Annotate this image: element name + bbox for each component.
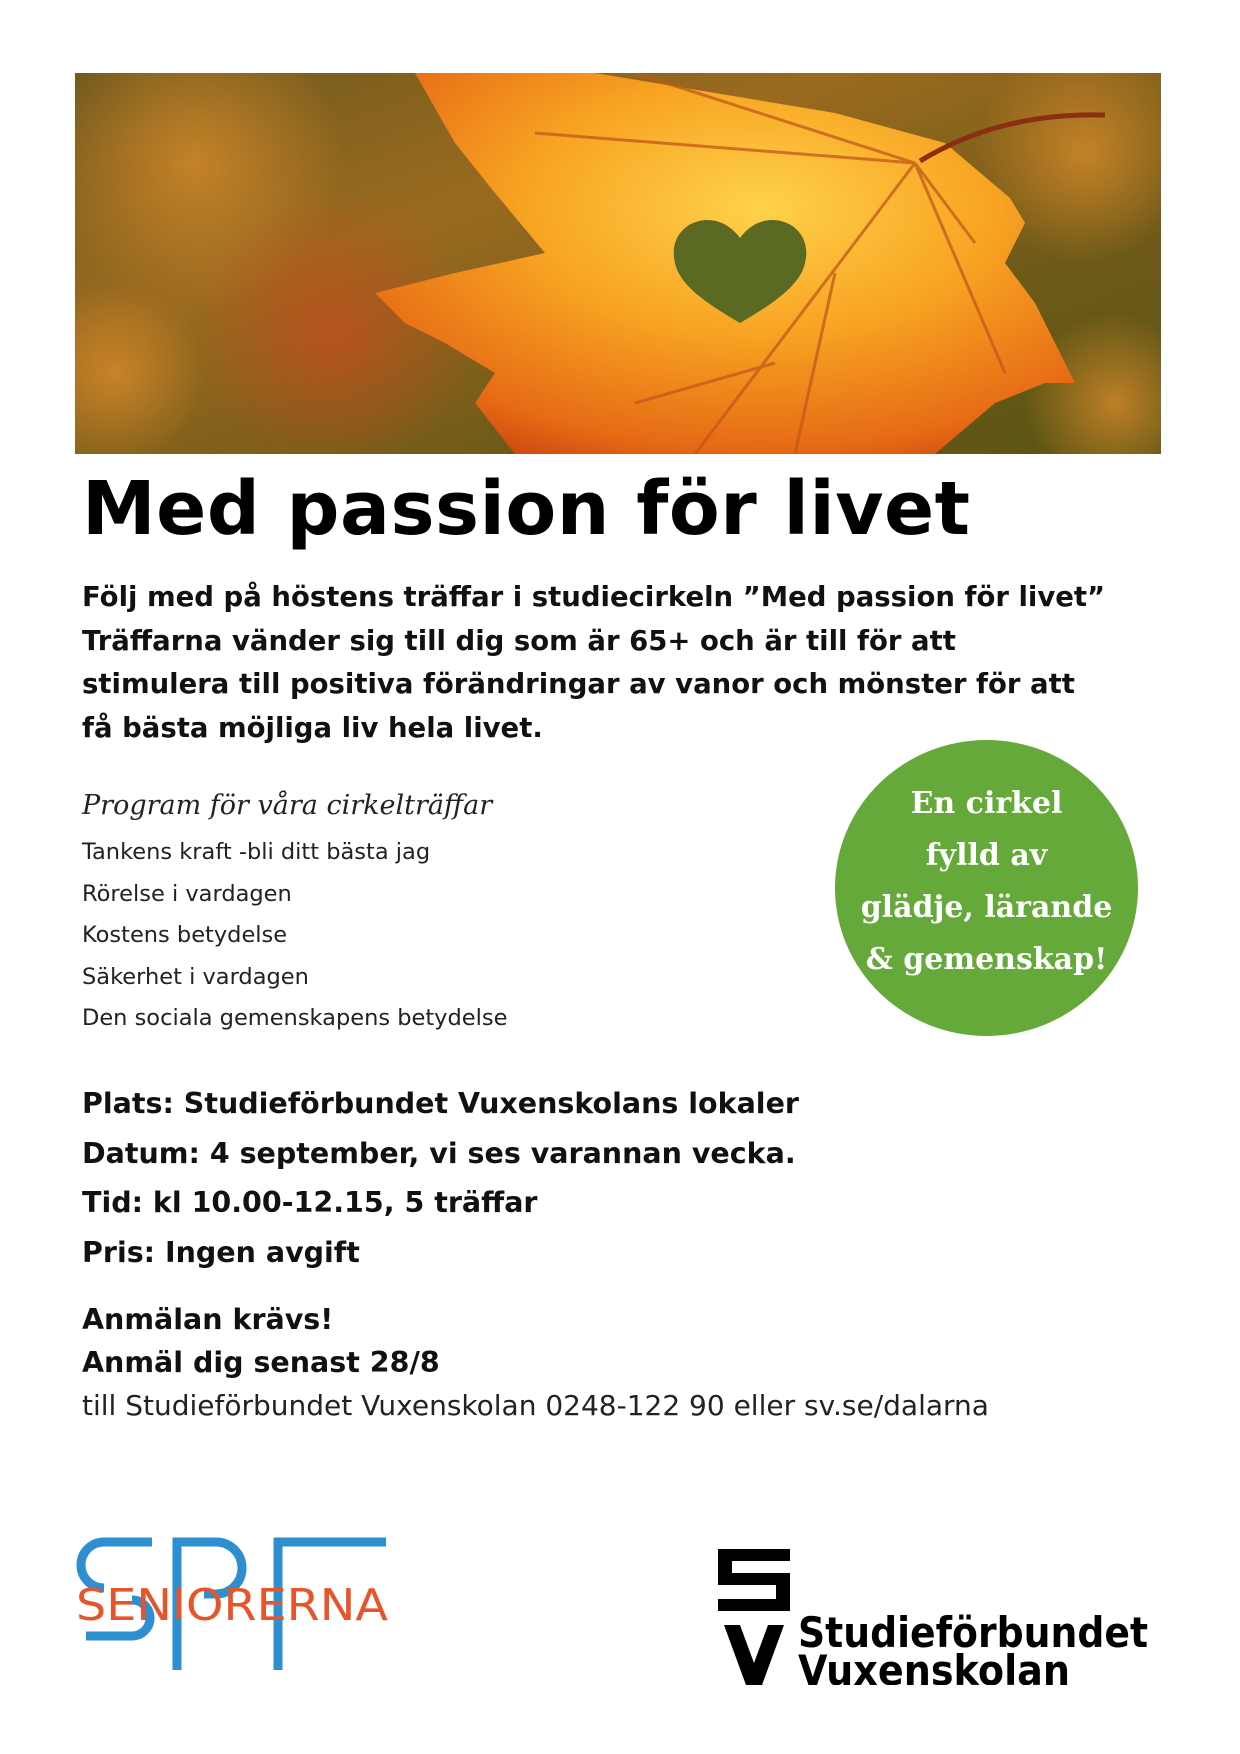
intro-line: få bästa möjliga liv hela livet.	[82, 711, 543, 744]
autumn-leaf-illustration	[75, 73, 1161, 454]
detail-price: Pris: Ingen avgift	[82, 1235, 360, 1269]
badge-text	[847, 778, 1127, 986]
detail-date: Datum: 4 september, vi ses varannan vecka.	[82, 1136, 796, 1170]
signup-contact: till Studieförbundet Vuxenskolan 0248-122 90 eller sv.se/dalarna	[82, 1389, 989, 1422]
signup-info	[82, 1298, 989, 1427]
hero-image	[75, 73, 1161, 454]
program-list	[82, 832, 507, 1040]
sv-logo-graphic	[718, 1545, 1158, 1685]
program-heading: Program för våra cirkelträffar	[82, 790, 493, 821]
event-details	[82, 1079, 1082, 1277]
signup-deadline: Anmäl dig senast 28/8	[82, 1346, 440, 1379]
program-item: Kostens betydelse	[82, 922, 288, 948]
badge-line: & gemenskap!	[865, 942, 1108, 977]
program-item: Tankens kraft -bli ditt bästa jag	[82, 839, 431, 865]
detail-place: Plats: Studieförbundet Vuxenskolans lokaler	[82, 1087, 799, 1120]
intro-line: Träffarna vänder sig till dig som är 65+ och är till för att	[82, 624, 956, 657]
program-item: Rörelse i vardagen	[82, 880, 292, 907]
program-item: Den sociala gemenskapens betydelse	[82, 1005, 508, 1031]
spf-seniorerna-logo	[74, 1536, 394, 1680]
intro-line: stimulera till positiva förändringar av vanor och mönster för att	[82, 668, 1075, 700]
page-title: Med passion för livet	[82, 466, 971, 552]
spf-logo-graphic	[74, 1536, 394, 1676]
detail-time: Tid: kl 10.00-12.15, 5 träffar	[82, 1186, 538, 1219]
signup-required: Anmälan krävs!	[82, 1303, 334, 1336]
spf-wordmark: SENIORERNA	[76, 1580, 388, 1631]
studieforbundet-vuxenskolan-logo	[718, 1545, 1158, 1689]
sv-wordmark-line1: Studieförbundet	[798, 1608, 1148, 1657]
green-circle-badge	[835, 740, 1138, 1036]
badge-line: fylld av	[925, 838, 1048, 873]
intro-line: Följ med på höstens träffar i studiecirkeln ”Med passion för livet”	[82, 581, 1106, 613]
badge-line: En cirkel	[910, 786, 1063, 821]
badge-line: glädje, lärande	[860, 890, 1113, 925]
program-item: Säkerhet i vardagen	[82, 963, 309, 990]
intro-text	[82, 576, 1172, 750]
sv-wordmark-line2: Vuxenskolan	[798, 1646, 1070, 1685]
